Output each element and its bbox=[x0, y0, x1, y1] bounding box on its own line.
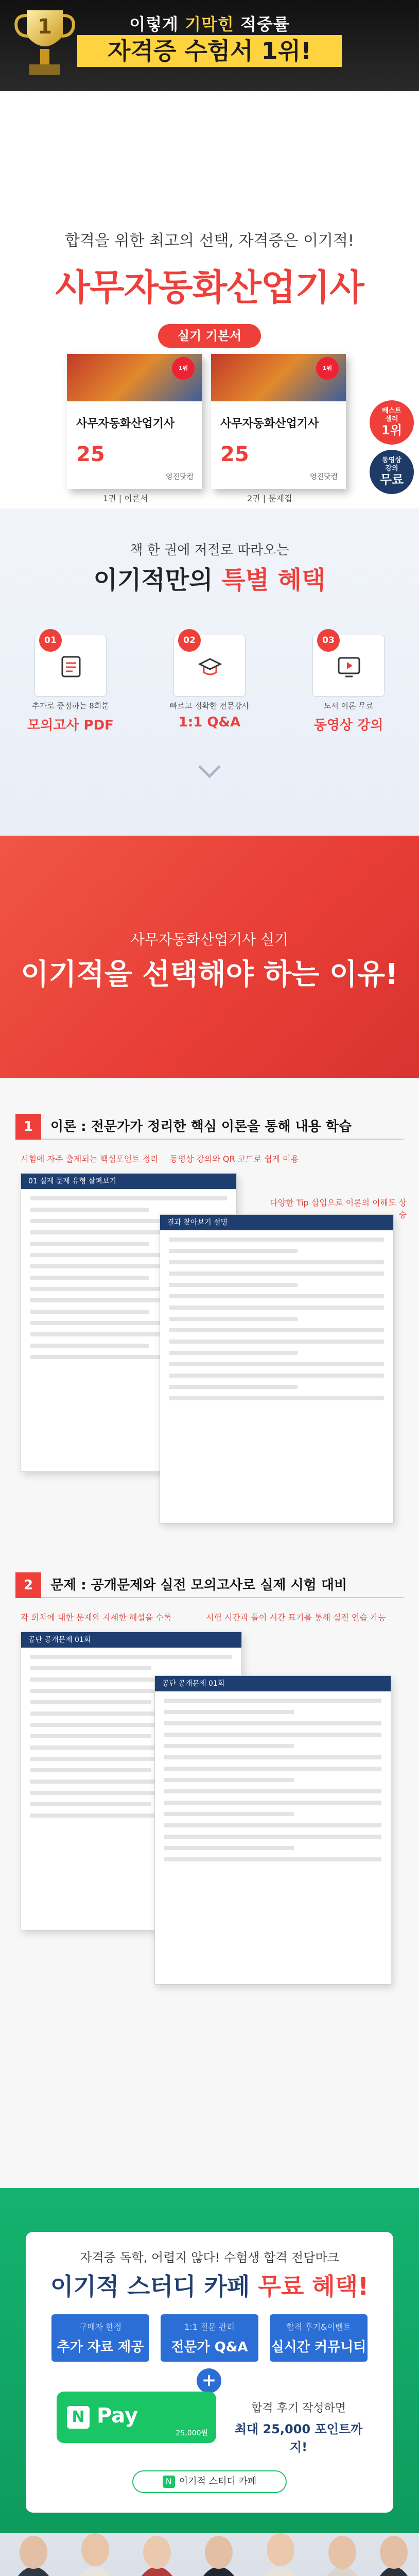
free-lecture-badge: 동영상 강의 무료 bbox=[370, 450, 414, 494]
cafe-title: 이기적 스터디 카페 무료 혜택! bbox=[50, 2273, 369, 2300]
section-header-2: 2 문제 : 공개문제와 실전 모의고사로 실제 시험 대비 bbox=[15, 1572, 404, 1598]
section1-note-1: 시험에 자주 출제되는 핵심포인트 정리 bbox=[21, 1154, 159, 1164]
hero-title: 사무자동화산업기사 bbox=[55, 266, 364, 309]
exam-page-left: 공단 공개문제 01회 bbox=[21, 1632, 242, 1930]
bestseller-badge: 베스트 셀러 1위 bbox=[370, 400, 414, 445]
book-year: 25 bbox=[220, 443, 249, 466]
section-header-1: 1 이론 : 전문가가 정리한 핵심 이론을 통해 내용 학습 bbox=[15, 1114, 404, 1140]
benefit-label-1: 모의고사 PDF bbox=[27, 718, 114, 733]
study-cafe-button[interactable]: N 이기적 스터디 카페 bbox=[132, 2470, 287, 2493]
benefit-desc-2: 빠르고 정확한 전문강사 bbox=[169, 701, 250, 710]
banner-line2: 자격증 수험서 1위! bbox=[77, 35, 342, 67]
book-page-right: 결과 찾아보기 설명 bbox=[160, 1214, 394, 1523]
teachers-section bbox=[0, 2533, 419, 2576]
benefit-card-3: 03 bbox=[312, 635, 385, 697]
banner-line1: 이렇게 기막힌 적중률 bbox=[129, 14, 290, 34]
top-banner bbox=[0, 0, 419, 91]
book-badge: 1위 bbox=[172, 357, 195, 380]
round-badges bbox=[370, 400, 417, 499]
promo-line-1: 합격 후기 작성하면 bbox=[251, 2402, 346, 2415]
exam-page-right: 공단 공개문제 01회 bbox=[154, 1675, 391, 1985]
book-caption-2: 2권 | 문제집 bbox=[247, 494, 292, 503]
why-banner bbox=[0, 836, 419, 1078]
graduation-cap-icon bbox=[197, 654, 223, 680]
book-title: 사무자동화산업기사 bbox=[76, 417, 175, 430]
section1-note-2: 동영상 강의와 QR 코드로 쉽게 이용 bbox=[170, 1154, 299, 1164]
benefit-label-2: 1:1 Q&A bbox=[178, 715, 241, 730]
pay-label: Pay bbox=[97, 2404, 138, 2428]
benefit-desc-1: 추가로 증정하는 8회분 bbox=[32, 701, 109, 710]
hero-section bbox=[0, 91, 419, 509]
svg-text:1: 1 bbox=[38, 15, 52, 39]
pay-amount: 25,000원 bbox=[176, 2429, 208, 2437]
cafe-benefit-3: 합격 후기&이벤트 실시간 커뮤니티 bbox=[270, 2314, 368, 2362]
content-sections bbox=[0, 1078, 419, 2188]
section2-note-2: 시험 시간과 풀이 시간 표기를 통해 실전 연습 가능 bbox=[206, 1613, 386, 1622]
benefits-subtitle: 책 한 권에 저절로 따라오는 bbox=[130, 543, 289, 558]
book-publisher: 영진닷컴 bbox=[309, 473, 338, 481]
benefit-label-3: 동영상 강의 bbox=[313, 718, 383, 733]
book-caption-1: 1권 | 이론서 bbox=[103, 494, 148, 503]
book-cover-1 bbox=[67, 354, 202, 489]
cafe-subtitle: 자격증 독학, 어렵지 않다! 수험생 합격 전담마크 bbox=[80, 2250, 339, 2265]
book-publisher: 영진닷컴 bbox=[165, 473, 194, 481]
benefits-title: 이기적만의 특별 혜택 bbox=[93, 566, 326, 595]
section1-note-3: 다양한 Tip 삽입으로 이론의 이해도 상승 bbox=[270, 1198, 407, 1219]
promo-line-2: 최대 25,000 포인트까지! bbox=[234, 2422, 363, 2454]
cafe-section bbox=[0, 2188, 419, 2533]
benefit-card-2: 02 bbox=[173, 635, 246, 697]
why-title: 이기적을 선택해야 하는 이유! bbox=[21, 958, 398, 991]
benefits-section bbox=[0, 509, 419, 836]
book-badge: 1위 bbox=[316, 357, 339, 380]
book-page-left: 01 실제 문제 유형 살펴보기 bbox=[21, 1173, 237, 1472]
benefit-desc-3: 도서 이론 무료 bbox=[323, 701, 374, 710]
document-icon bbox=[58, 654, 84, 680]
why-subtitle: 사무자동화산업기사 실기 bbox=[130, 931, 289, 948]
book-title: 사무자동화산업기사 bbox=[220, 417, 319, 430]
cafe-benefit-2: 1:1 질문 관리 전문가 Q&A bbox=[161, 2314, 258, 2362]
cafe-benefit-1: 구매자 한정 추가 자료 제공 bbox=[51, 2314, 149, 2362]
play-icon bbox=[336, 654, 362, 680]
section2-note-1: 각 회차에 대한 문제와 자세한 해설을 수록 bbox=[21, 1613, 172, 1622]
naver-icon: N bbox=[163, 2476, 175, 2488]
plus-icon: + bbox=[197, 2368, 221, 2393]
hero-intro: 합격을 위한 최고의 선택, 자격증은 이기적! bbox=[65, 232, 354, 250]
benefit-card-1: 01 bbox=[34, 635, 107, 697]
naver-logo-icon: N bbox=[67, 2406, 90, 2429]
hero-pill: 실기 기본서 bbox=[158, 324, 261, 348]
book-cover-2 bbox=[211, 354, 346, 489]
chevron-down-icon bbox=[194, 756, 225, 787]
book-year: 25 bbox=[76, 443, 105, 466]
naver-pay-card bbox=[57, 2392, 216, 2443]
